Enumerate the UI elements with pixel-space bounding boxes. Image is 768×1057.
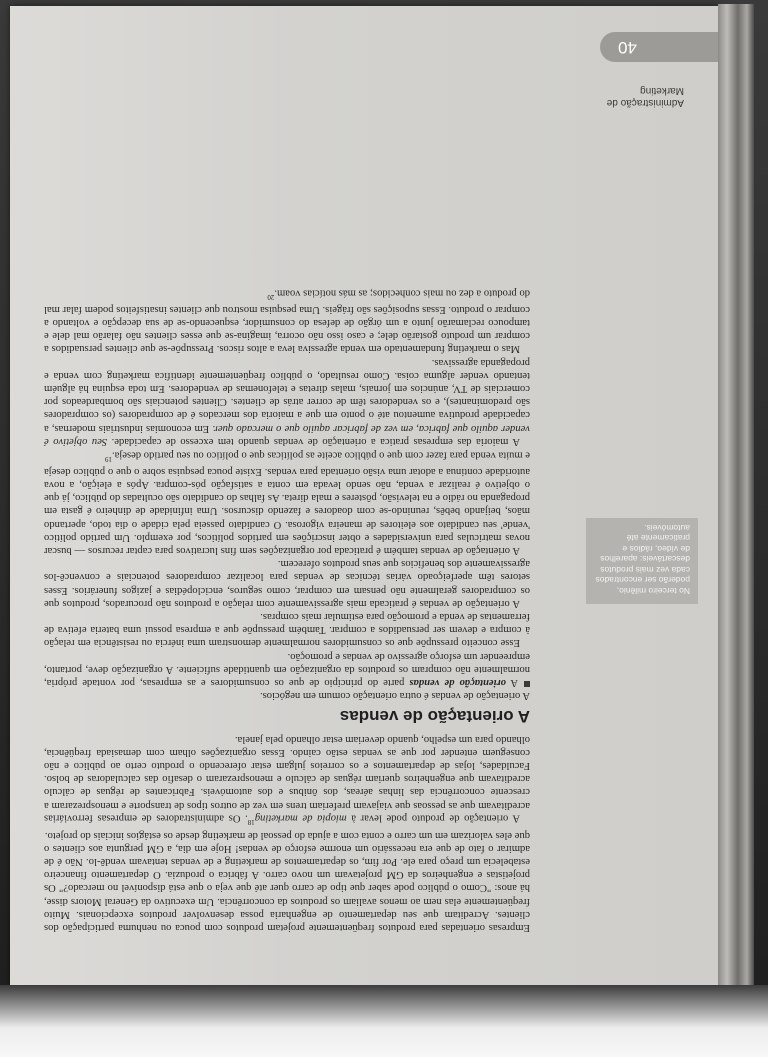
page-number-tab xyxy=(600,32,718,62)
sidebar-note: No terceiro milênio, poderão ser encontrados cada vez mais produtos descartáveis: aparelhos de vídeo, rádios e praticamente até automóveis. xyxy=(586,518,698,604)
running-header-section: Administração de Marketing xyxy=(606,85,684,108)
page-number: 40 xyxy=(618,38,637,57)
bullet-square-icon xyxy=(524,681,530,687)
paragraph-1: Empresas orientadas para produtos freqüentemente projetam produtos com pouca ou nenhuma participação dos clientes. Acreditam que seu departamento de engenharia possa desenvolver produtos excepcionais. Muito freqüentemente elas nem ao menos avaliam os produtos da concorrência. Um executivo da General Motors disse, há anos: "Como o público pode saber que tipo de carro quer até que veja o que está disponível no mercado?" Os projetistas e engenheiros da GM projetavam um novo carro. A fábrica o produzia. O departamento financeiro estabelecia um preço para ele. Por fim, os departamentos de marketing e de vendas tentavam vendê-lo. Não é de admirar o fato de que era necessário um enorme esforço de vendas! Hoje em dia, a GM pergunta aos clientes o que eles valorizam em um carro e conta com a ajuda do pessoal de marketing desde os estágios iniciais do projeto. xyxy=(44,829,530,933)
paragraph-4: Esse conceito pressupõe que os consumidores normalmente demonstram uma inércia ou resistência em relação à compra e devem ser persuadidos a comprar. Também pressupõe que a empresa possui uma bateria efetiva de ferramentas de venda e promoção para estimular mais compras. xyxy=(44,611,530,649)
book-page-edge xyxy=(718,4,754,988)
definition-bullet: A orientação de vendas parte do princípio de que os consumidores e as empresas, por vontade própria, normalmente não compram os produtos da organização em quantidade suficiente. A organização deve, portanto, empreender um esforço agressivo de vendas e promoção. xyxy=(44,650,530,689)
scanner-lid-edge xyxy=(0,985,768,1057)
paragraph-6: A orientação de vendas também é praticada por organizações sem fins lucrativos para captar recursos — buscar novas matrículas para universidades e obter inscrições em partidos políticos, por exemplo. Um partido político 'vende' seu candidato aos eleitores de maneira vigorosa. O candidato passeia pela cidade o dia todo, apertando mãos, beijando bebês, reunindo-se com doadores e fazendo discursos. Uma infinidade de dinheiro é gasta em propaganda no rádio e na televisão, pôsteres e mala direta. As falhas do candidato são ocultadas do público, já que o objetivo é realizar a venda, não sendo levada em conta a satisfação pós-compra. Após a eleição, a nova autoridade continua a adotar uma visão orientada para vendas. Existe pouca pesquisa sobre o que o público deseja e muita venda para fazer com que o público aceite as políticas que o político ou seu partido deseja.$^{19}$ xyxy=(44,449,530,556)
paragraph-2: A orientação de produto pode levar à miopia de marketing$^{18}$. Os administradores de empresas ferroviárias acreditavam que as pessoas que viajavam preferiam trens em vez de outros tipos de transporte e menosprezaram a crescente concorrência das linhas aéreas, dos ônibus e dos automóveis. Fabricantes de réguas de cálculo acreditavam que engenheiros queriam réguas de cálculo e menosprezaram o desafio das calculadoras de bolso. Faculdades, lojas de departamentos e os correios julgam estar oferecendo o produto certo ao público e não conseguem entender por que as vendas estão caindo. Essas organizações olham com demasiada freqüência, olhando para um espelho, quando deveriam estar olhando pela janela. xyxy=(44,733,530,827)
main-text-column xyxy=(44,286,530,934)
paragraph-8: Mas o marketing fundamentado em venda agressiva leva a altos riscos. Pressupõe-se que clientes persuadidos a comprar um produto gostarão dele; e caso isso não ocorra, imagina-se que esses clientes não falarão mal dele e tampouco reclamarão junto a um órgão de defesa do consumidor, esquecendo-se de sua decepção e voltando a comprar o produto. Essas suposições são frágeis. Uma pesquisa mostrou que clientes insatisfeitos podem falar mal do produto a dez ou mais conhecidos; as más notícias voam.$^{20}$ xyxy=(44,287,530,355)
rotated-page-content xyxy=(10,6,718,986)
paragraph-5: A orientação de vendas é praticada mais agressivamente com relação a produtos não procurados, produtos que os compradores geralmente não pensam em comprar, como seguros, enciclopédias e jazigos funerários. Esses setores têm aperfeiçoado várias técnicas de vendas para localizar compradores potenciais e convencê-los agressivamente dos benefícios que seus produtos oferecem. xyxy=(44,558,530,609)
section-heading: A orientação de vendas xyxy=(339,707,530,727)
paragraph-7: A maioria das empresas pratica a orientação de vendas quando tem excesso de capacidade. Seu objetivo é vender aquilo que fabrica, em vez de fabricar aquilo que o mercado quer. Em economias industriais modernas, a capacidade produtiva aumentou até o ponto em que a maioria dos mercados é de compradores (os compradores são predominantes), e os vendedores têm de correr atrás de clientes. Clientes potenciais são bombardeados por comerciais de TV, anúncios em jornais, malas diretas e telefonemas de vendedores. Em toda esquina há alguém tentando vender alguma coisa. Como resultado, o público freqüentemente identifica marketing com venda e propaganda agressivas. xyxy=(43,356,530,447)
paragraph-3: A orientação de vendas é outra orientação comum em negócios. xyxy=(259,690,530,702)
